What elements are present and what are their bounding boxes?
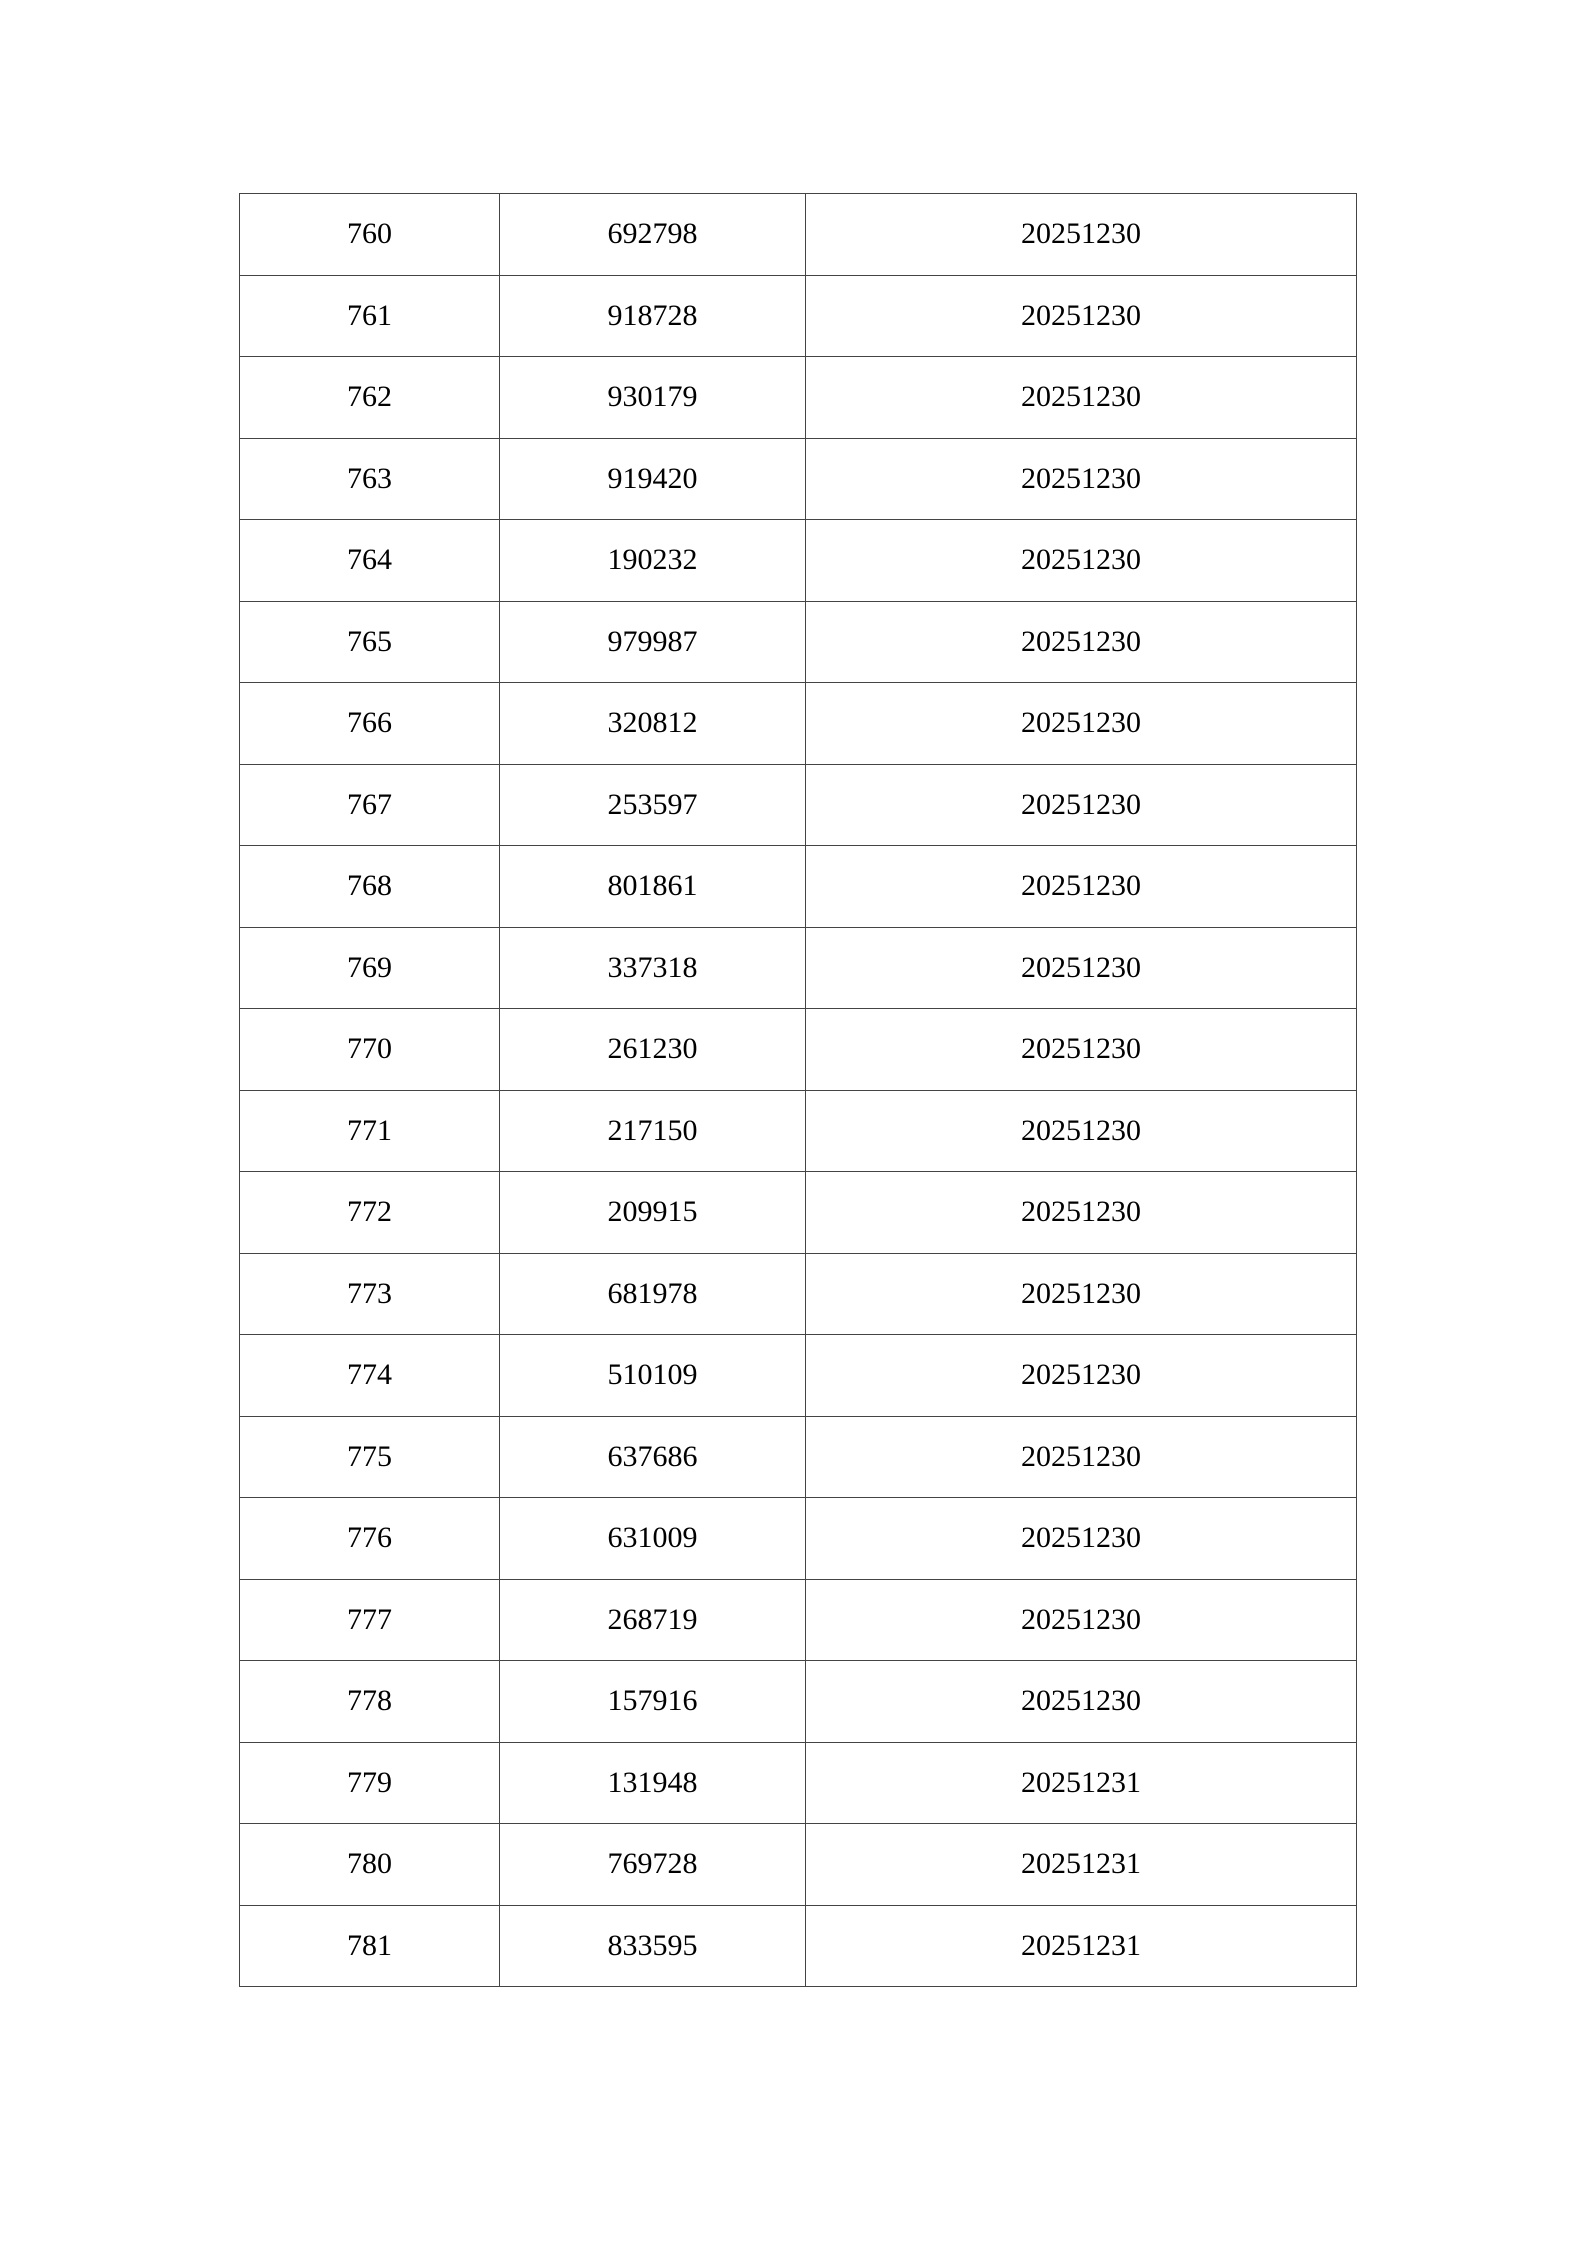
cell-date: 20251230 [806, 1498, 1357, 1580]
cell-seq: 767 [240, 764, 500, 846]
cell-date: 20251230 [806, 927, 1357, 1009]
table-row [240, 846, 1357, 928]
cell-date: 20251230 [806, 438, 1357, 520]
cell-date: 20251230 [806, 1172, 1357, 1254]
cell-code: 918728 [500, 275, 806, 357]
cell-code: 979987 [500, 601, 806, 683]
table-row [240, 1335, 1357, 1417]
cell-date: 20251230 [806, 1090, 1357, 1172]
cell-date: 20251231 [806, 1742, 1357, 1824]
cell-seq: 772 [240, 1172, 500, 1254]
cell-code: 510109 [500, 1335, 806, 1417]
table-row [240, 194, 1357, 276]
cell-date: 20251230 [806, 1009, 1357, 1091]
cell-code: 261230 [500, 1009, 806, 1091]
cell-code: 930179 [500, 357, 806, 439]
table-row [240, 1905, 1357, 1987]
cell-date: 20251230 [806, 683, 1357, 765]
cell-date: 20251230 [806, 357, 1357, 439]
cell-date: 20251230 [806, 520, 1357, 602]
cell-date: 20251230 [806, 1579, 1357, 1661]
cell-seq: 780 [240, 1824, 500, 1906]
table-row [240, 1416, 1357, 1498]
cell-code: 190232 [500, 520, 806, 602]
cell-date: 20251230 [806, 1335, 1357, 1417]
table-row [240, 683, 1357, 765]
table-row [240, 1579, 1357, 1661]
table-row [240, 1742, 1357, 1824]
table-row [240, 1498, 1357, 1580]
cell-code: 681978 [500, 1253, 806, 1335]
table-row [240, 1824, 1357, 1906]
cell-code: 637686 [500, 1416, 806, 1498]
cell-code: 320812 [500, 683, 806, 765]
table-row [240, 357, 1357, 439]
cell-seq: 763 [240, 438, 500, 520]
cell-seq: 777 [240, 1579, 500, 1661]
cell-seq: 775 [240, 1416, 500, 1498]
cell-date: 20251231 [806, 1824, 1357, 1906]
cell-code: 268719 [500, 1579, 806, 1661]
cell-seq: 778 [240, 1661, 500, 1743]
cell-date: 20251230 [806, 1661, 1357, 1743]
cell-date: 20251230 [806, 601, 1357, 683]
data-table [239, 193, 1357, 1987]
table-row [240, 1253, 1357, 1335]
cell-date: 20251230 [806, 1416, 1357, 1498]
cell-seq: 761 [240, 275, 500, 357]
cell-seq: 769 [240, 927, 500, 1009]
cell-seq: 771 [240, 1090, 500, 1172]
cell-seq: 773 [240, 1253, 500, 1335]
cell-code: 833595 [500, 1905, 806, 1987]
cell-seq: 760 [240, 194, 500, 276]
table-row [240, 438, 1357, 520]
table-row [240, 764, 1357, 846]
cell-date: 20251230 [806, 275, 1357, 357]
cell-code: 769728 [500, 1824, 806, 1906]
table-body [240, 194, 1357, 1987]
cell-code: 217150 [500, 1090, 806, 1172]
cell-date: 20251230 [806, 194, 1357, 276]
cell-date: 20251230 [806, 1253, 1357, 1335]
table-row [240, 927, 1357, 1009]
cell-code: 157916 [500, 1661, 806, 1743]
cell-seq: 774 [240, 1335, 500, 1417]
table-row [240, 601, 1357, 683]
cell-seq: 766 [240, 683, 500, 765]
table-row [240, 1661, 1357, 1743]
cell-date: 20251230 [806, 846, 1357, 928]
cell-seq: 764 [240, 520, 500, 602]
cell-seq: 776 [240, 1498, 500, 1580]
cell-code: 692798 [500, 194, 806, 276]
table-row [240, 1090, 1357, 1172]
cell-seq: 765 [240, 601, 500, 683]
cell-date: 20251230 [806, 764, 1357, 846]
table-row [240, 1172, 1357, 1254]
cell-date: 20251231 [806, 1905, 1357, 1987]
cell-code: 919420 [500, 438, 806, 520]
table-row [240, 275, 1357, 357]
cell-code: 253597 [500, 764, 806, 846]
table-row [240, 1009, 1357, 1091]
cell-code: 801861 [500, 846, 806, 928]
cell-seq: 770 [240, 1009, 500, 1091]
cell-code: 337318 [500, 927, 806, 1009]
cell-code: 131948 [500, 1742, 806, 1824]
cell-code: 631009 [500, 1498, 806, 1580]
table-row [240, 520, 1357, 602]
cell-seq: 781 [240, 1905, 500, 1987]
cell-seq: 779 [240, 1742, 500, 1824]
cell-seq: 768 [240, 846, 500, 928]
cell-code: 209915 [500, 1172, 806, 1254]
cell-seq: 762 [240, 357, 500, 439]
